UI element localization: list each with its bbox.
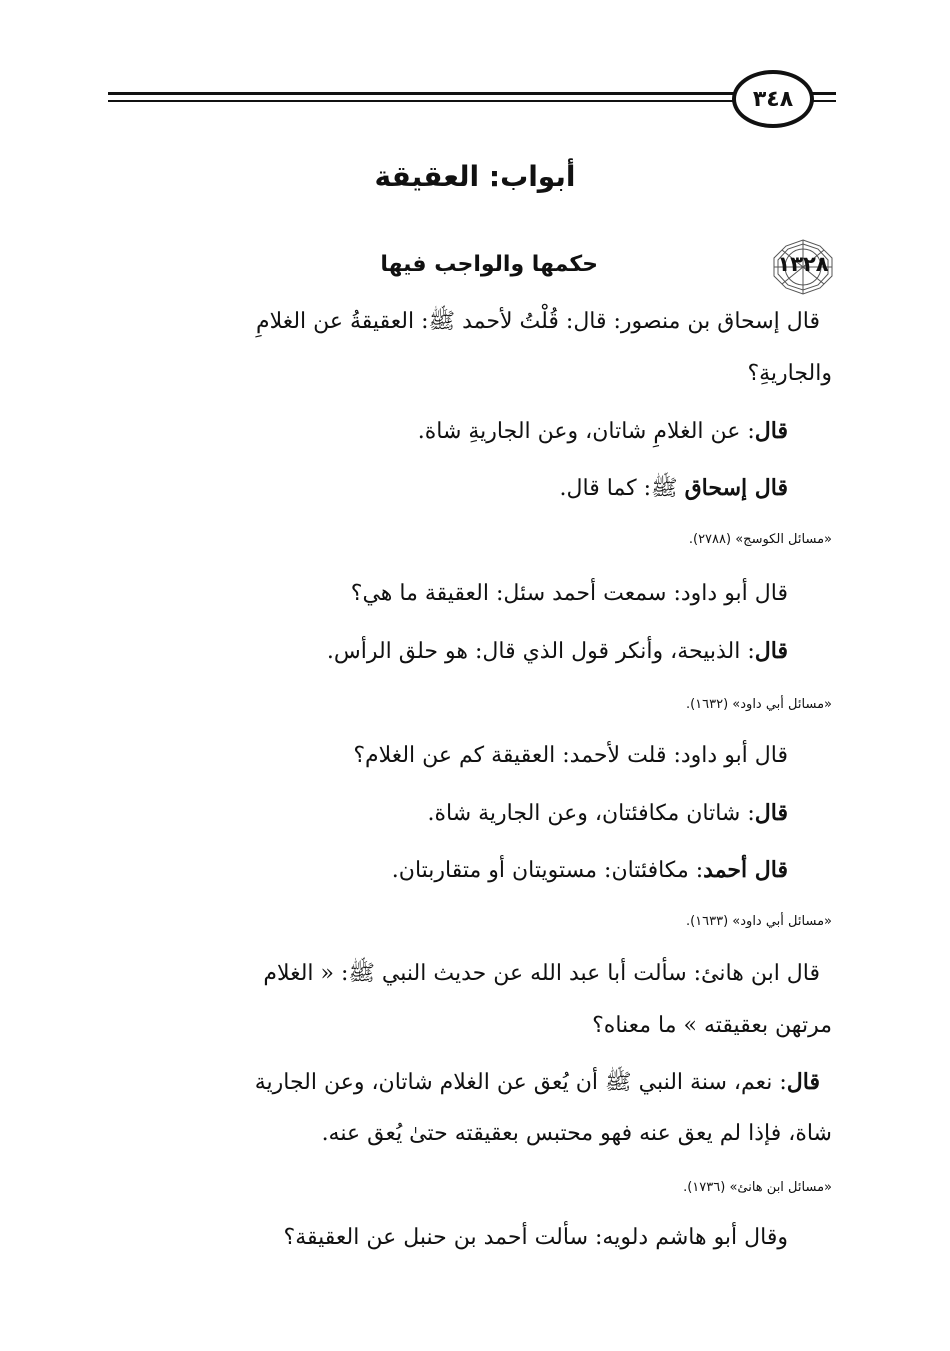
section-number: ١٣٢٨ xyxy=(777,252,829,276)
chapter-title: أبواب: العقيقة xyxy=(374,160,576,193)
paragraph-2 xyxy=(418,405,788,458)
speaker-label: قال xyxy=(754,418,788,444)
paragraph-9-line-2: مرتهن بعقيقته » ما معناه؟ xyxy=(592,1013,832,1038)
paragraph-text: : الذبيحة، وأنكر قول الذي قال: هو حلق الرأس. xyxy=(326,639,755,664)
header-rule-right xyxy=(812,92,836,106)
paragraph-7 xyxy=(427,787,788,840)
page-number: ٣٤٨ xyxy=(752,86,794,112)
speaker-label: قال إسحاق xyxy=(684,475,788,501)
speaker-label: قال xyxy=(754,800,788,826)
section-number-ornament xyxy=(768,238,838,296)
source-reference: «مسائل أبي داود» (١٦٣٢). xyxy=(685,697,832,712)
paragraph-6: قال أبو داود: قلت لأحمد: العقيقة كم عن الغلام؟ xyxy=(353,743,788,768)
paragraph-1-line-2: والجاريةِ؟ xyxy=(747,361,832,386)
speaker-label: قال xyxy=(786,1069,820,1095)
paragraph-text: : مكافئتان: مستويتان أو متقاربتان. xyxy=(391,858,704,883)
source-reference: «مسائل الكوسج» (٢٧٨٨). xyxy=(688,532,832,547)
paragraph-text: ﷺ: كما قال. xyxy=(559,476,685,501)
page-number-oval xyxy=(732,70,814,128)
source-reference: «مسائل ابن هانئ» (١٧٣٦). xyxy=(683,1180,832,1195)
paragraph-11: وقال أبو هاشم دلويه: سألت أحمد بن حنبل عن العقيقة؟ xyxy=(283,1225,788,1250)
speaker-label: قال xyxy=(754,638,788,664)
paragraph-4: قال أبو داود: سمعت أحمد سئل: العقيقة ما هي؟ xyxy=(350,581,788,606)
source-reference: «مسائل أبي داود» (١٦٣٣). xyxy=(685,914,832,929)
paragraph-text: : نعم، سنة النبي ﷺ أن يُعق عن الغلام شاتان، وعن الجارية xyxy=(254,1070,787,1095)
paragraph-3 xyxy=(560,462,788,515)
paragraph-1-line-1: قال إسحاق بن منصور: قال: قُلْتُ لأحمد ﷺ: العقيقةُ عن الغلامِ xyxy=(255,309,820,334)
paragraph-8 xyxy=(392,844,788,897)
header-rule xyxy=(108,92,736,106)
paragraph-text: : عن الغلامِ شاتان، وعن الجاريةِ شاة. xyxy=(417,419,755,444)
section-title: حكمها والواجب فيها xyxy=(380,252,598,277)
speaker-label: قال أحمد xyxy=(703,857,788,883)
paragraph-10-line-1 xyxy=(255,1056,820,1109)
paragraph-10-line-2: شاة، فإذا لم يعق عنه فهو محتبس بعقيقته حتىٰ يُعق عنه. xyxy=(321,1121,832,1146)
paragraph-text: : شاتان مكافئتان، وعن الجارية شاة. xyxy=(427,801,755,826)
paragraph-9-line-1: قال ابن هانئ: سألت أبا عبد الله عن حديث النبي ﷺ: « الغلام xyxy=(263,961,820,986)
paragraph-5 xyxy=(327,625,788,678)
